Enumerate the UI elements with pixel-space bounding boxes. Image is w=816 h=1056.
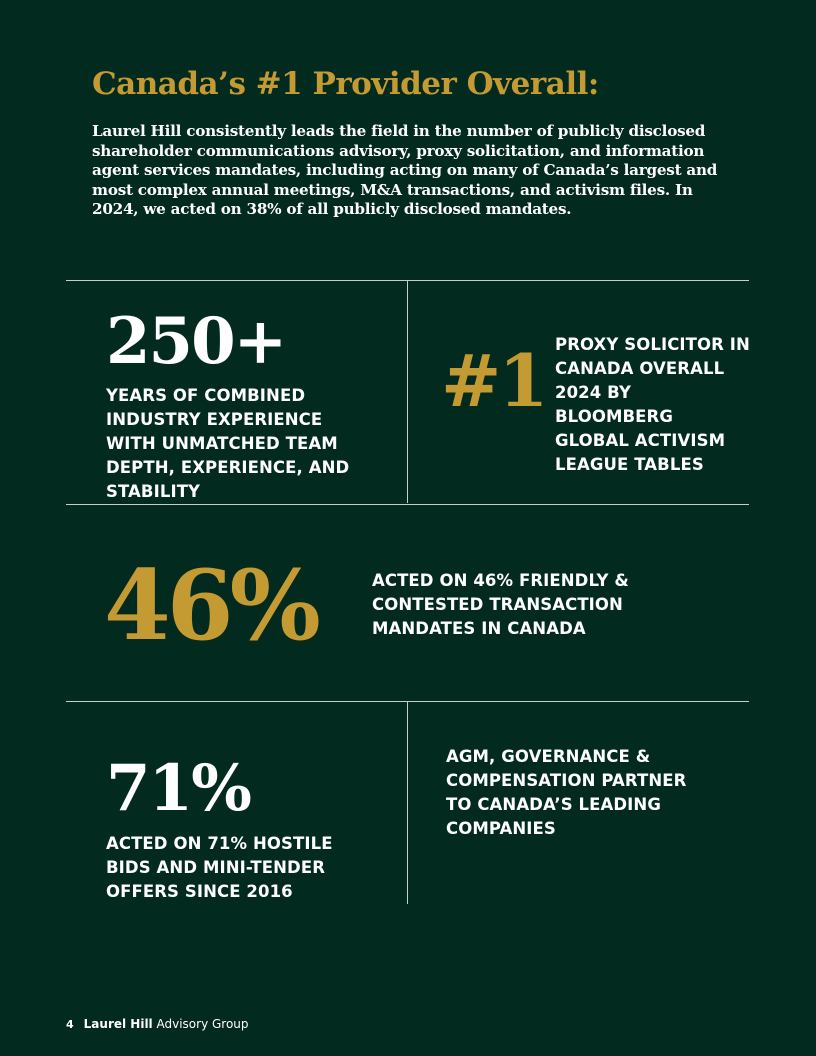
footer (66, 1017, 249, 1031)
intro-paragraph: Laurel Hill consistently leads the field in the number of publicly disclosed shareholder communications advisory, proxy solicitation, and information agent services mandates, including acting on many of Canada’s largest and most complex annual meetings, M&A transactions, and activism files. In 2024, we acted on 38% of all publicly disclosed mandates. (92, 122, 718, 218)
stat-ranking-value: #1 (441, 338, 546, 423)
stat-experience-value: 250+ (106, 304, 286, 379)
stat-hostile (106, 751, 396, 904)
footer-brand-bold: Laurel Hill (83, 1017, 153, 1031)
stat-transactions-value: 46% (104, 549, 317, 662)
stat-agm-caption: AGM, GOVERNANCE & COMPENSATION PARTNER TO CANADA’S LEADING COMPANIES (446, 747, 687, 838)
page-title: Canada’s #1 Provider Overall: (92, 66, 599, 102)
divider-vertical-upper (407, 281, 408, 503)
divider-middle (66, 504, 749, 505)
stat-experience (106, 304, 396, 504)
stat-hostile-value: 71% (106, 751, 250, 826)
divider-vertical-lower (407, 702, 408, 904)
footer-brand-rest: Advisory Group (152, 1017, 249, 1031)
stat-transactions-caption: ACTED ON 46% FRIENDLY & CONTESTED TRANSACTION MANDATES IN CANADA (372, 571, 629, 638)
page-number: 4 (66, 1018, 74, 1031)
stat-ranking-caption: PROXY SOLICITOR IN CANADA OVERALL 2024 BY BLOOMBERG GLOBAL ACTIVISM LEAGUE TABLES (555, 335, 750, 474)
stat-experience-caption: YEARS OF COMBINED INDUSTRY EXPERIENCE WITH UNMATCHED TEAM DEPTH, EXPERIENCE, AND STABILITY (106, 386, 350, 501)
stat-hostile-caption: ACTED ON 71% HOSTILE BIDS AND MINI-TENDER OFFERS SINCE 2016 (106, 834, 333, 901)
